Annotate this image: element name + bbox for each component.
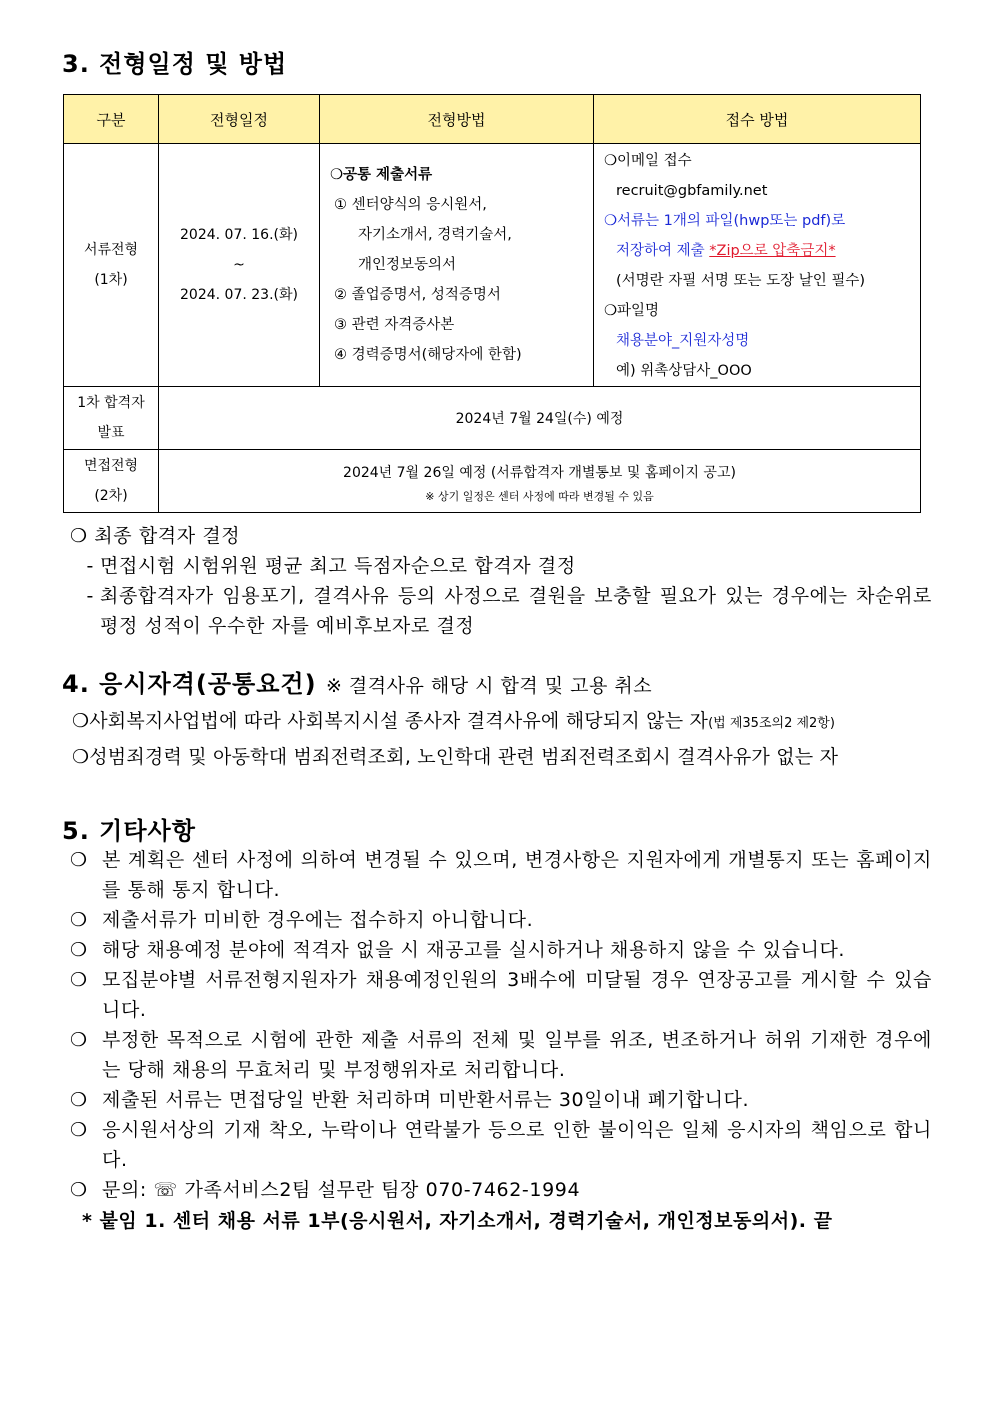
misc-item: 본 계획은 센터 사정에 의하여 변경될 수 있으며, 변경사항은 지원자에게 개별통지 또는 홈페이지를 통해 통지 합니다. <box>102 849 932 901</box>
bullet: ❍ <box>70 849 88 871</box>
row1-date-end: 2024. 07. 23.(화) <box>180 287 298 303</box>
table-row-interview <box>64 450 921 513</box>
attachment-note: * 붙임 1. 센터 채용 서류 1부(응시원서, 자기소개서, 경력기술서, 개인정보동의서). 끝 <box>82 1210 833 1232</box>
method-line: 개인정보동의서 <box>358 257 457 273</box>
row2-content: 2024년 7월 24일(수) 예정 <box>159 387 921 450</box>
row2-label-line2: 발표 <box>97 425 125 441</box>
final-item: 최종합격자가 임용포기, 결격사유 등의 사정으로 결원을 보충할 필요가 있는 경우에는 차순위로 평정 성적이 우수한 자를 예비후보자로 결정 <box>100 585 932 637</box>
row3-label-line2: (2차) <box>94 488 128 504</box>
bullet: ❍ <box>70 939 88 961</box>
qualification-item: ❍성범죄경력 및 아동학대 범죄전력조회, 노인학대 관련 범죄전력조회시 결격사유가 없는 자 <box>72 746 839 768</box>
misc-item: 모집분야별 서류전형지원자가 채용예정인원의 3배수에 미달될 경우 연장공고를 게시할 수 있습니다. <box>102 969 932 1021</box>
row1-date-start: 2024. 07. 16.(화) <box>180 227 298 243</box>
row1-date-separator: ~ <box>233 257 245 273</box>
method-title: ❍공통 제출서류 <box>330 167 433 183</box>
bullet: ❍ <box>70 1179 88 1201</box>
method-line: ② 졸업증명서, 성적증명서 <box>334 287 501 303</box>
row2-label <box>64 387 159 450</box>
qualification-ref: (법 제35조의2 제2항) <box>708 716 835 731</box>
row3-content-main: 2024년 7월 26일 예정 (서류합격자 개별통보 및 홈페이지 공고) <box>343 465 736 481</box>
misc-item: 응시원서상의 기재 착오, 누락이나 연락불가 등으로 인한 불이익은 일체 응시자의 책임으로 합니다. <box>102 1119 932 1171</box>
file-note-b: 저장하여 제출 <box>616 243 710 259</box>
row3-content <box>159 450 921 513</box>
row1-method <box>320 144 594 387</box>
email-title: ❍이메일 접수 <box>604 153 692 169</box>
section4-heading <box>62 664 652 699</box>
misc-item: 부정한 목적으로 시험에 관한 제출 서류의 전체 및 일부를 위조, 변조하거나 허위 기재한 경우에는 당해 채용의 무효처리 및 부정행위자로 처리합니다. <box>102 1029 932 1081</box>
row2-label-line1: 1차 합격자 <box>77 395 145 411</box>
misc-item: 해당 채용예정 분야에 적격자 없을 시 재공고를 실시하거나 채용하지 않을 수 있습니다. <box>102 939 846 961</box>
section5-title: 5. 기타사항 <box>62 817 196 845</box>
row3-content-note: ※ 상기 일정은 센터 사정에 따라 변경될 수 있음 <box>425 490 654 503</box>
row3-label <box>64 450 159 513</box>
schedule-table <box>63 94 921 513</box>
row1-label-line1: 서류전형 <box>83 242 139 258</box>
row1-receipt <box>594 144 921 387</box>
misc-item: 제출된 서류는 면접당일 반환 처리하며 미반환서류는 30일이내 폐기합니다. <box>102 1089 750 1111</box>
header-schedule: 전형일정 <box>159 95 320 144</box>
misc-list <box>70 845 932 1205</box>
bullet: ❍ <box>70 1089 88 1111</box>
section3-title: 3. 전형일정 및 방법 <box>62 50 288 78</box>
bullet: ❍ <box>70 969 88 991</box>
zip-warning: *Zip으로 압축금지* <box>709 243 836 259</box>
qualification-text: ❍사회복지사업법에 따라 사회복지시설 종사자 결격사유에 해당되지 않는 자 <box>72 710 709 732</box>
row1-dates <box>159 144 320 387</box>
row3-label-line1: 면접전형 <box>83 458 139 474</box>
section4-note: ※ 결격사유 해당 시 합격 및 고용 취소 <box>325 675 653 697</box>
final-selection-block: ❍ 최종 합격자 결정 - 면접시험 시험위원 평균 최고 득점자순으로 합격자 결정 - 최종합격자가 임용포기, 결격사유 등의 사정으로 결원을 보충할 필요가 있는 경우에는 차순위로 평정 성적이 우수한 자를 예비후보자로 결정 <box>70 521 932 641</box>
method-line: ① 센터양식의 응시원서, <box>334 197 487 213</box>
method-line: 자기소개서, 경력기술서, <box>358 227 512 243</box>
bullet: ❍ <box>70 909 88 931</box>
file-note-a: ❍서류는 1개의 파일(hwp또는 pdf)로 <box>604 213 846 229</box>
final-item: 면접시험 시험위원 평균 최고 득점자순으로 합격자 결정 <box>100 555 576 577</box>
row1-label-line2: (1차) <box>94 272 128 288</box>
bullet: ❍ <box>70 1029 88 1051</box>
method-line: ③ 관련 자격증사본 <box>334 317 455 333</box>
qualification-item <box>72 704 932 741</box>
section4-title: 4. 응시자격(공통요건) <box>62 670 317 698</box>
final-title: ❍ 최종 합격자 결정 <box>70 525 241 547</box>
table-row-first-pass <box>64 387 921 450</box>
email-address: recruit@gbfamily.net <box>616 183 768 199</box>
method-line: ④ 경력증명서(해당자에 한함) <box>334 347 522 363</box>
misc-item: 제출서류가 미비한 경우에는 접수하지 아니합니다. <box>102 909 534 931</box>
filename-example: 예) 위촉상담사_OOO <box>616 363 752 379</box>
filename-format: 채용분야_지원자성명 <box>616 333 750 349</box>
signature-note: (서명란 자필 서명 또는 도장 날인 필수) <box>616 273 866 289</box>
filename-title: ❍파일명 <box>604 303 660 319</box>
header-receipt: 접수 방법 <box>594 95 921 144</box>
table-row-document-screening <box>64 144 921 387</box>
header-method: 전형방법 <box>320 95 594 144</box>
bullet: ❍ <box>70 1119 88 1141</box>
table-header-row <box>64 95 921 144</box>
contact-item: 문의: ☏ 가족서비스2팀 설무란 팀장 070-7462-1994 <box>102 1179 581 1201</box>
header-category: 구분 <box>64 95 159 144</box>
row1-label <box>64 144 159 387</box>
